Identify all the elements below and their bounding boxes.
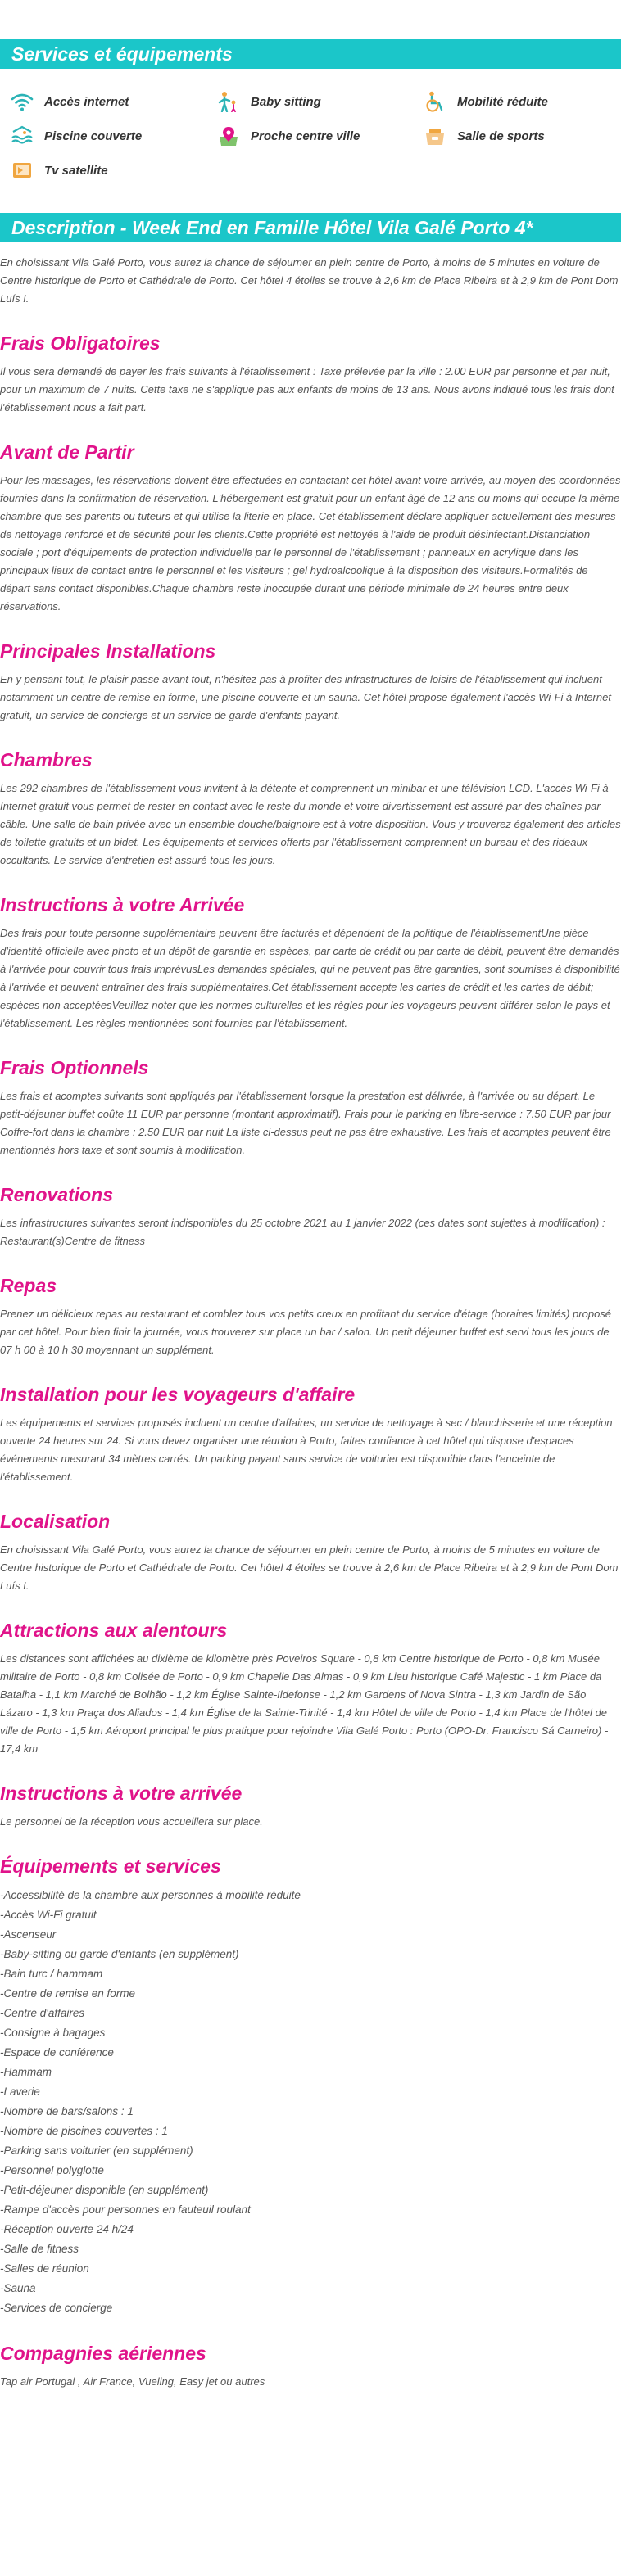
service-item-centre-ville <box>216 124 423 147</box>
section-text: Les 292 chambres de l'établissement vous invitent à la détente et comprennent un minibar et une télévision LCD. L'accès Wi-Fi à Internet gratuit vous permet de rester en contact avec le reste du monde et votre divertissement est assuré par des chaînes par câble. Une salle de bain privée avec un ensemble douche/baignoire est à votre disposition. Vous y trouverez également des articles de toilette gratuits et un bidet. Les équipements et services offerts par l'établissement comprennent un bureau et des rideaux occultants. Le service d'entretien est assuré tous les jours. <box>0 782 621 866</box>
section-voyageurs-affaire <box>0 1384 621 1486</box>
list-item: -Espace de conférence <box>0 2046 114 2059</box>
section-localisation <box>0 1511 621 1595</box>
equipment-list <box>0 1886 621 2318</box>
description-intro: En choisissant Vila Galé Porto, vous aurez la chance de séjourner en plein centre de Porto, à moins de 5 minutes en voiture de Centre historique de Porto et Cathédrale de Porto. Cet hôtel 4 étoiles se trouve à 2,6 km de Place Ribeira et à 2,9 km de Pont Dom Luís I. <box>0 256 619 305</box>
section-text: Les distances sont affichées au dixième de kilomètre près Poveiros Square - 0,8 km Centre historique de Porto - 0,8 km Musée militaire de Porto - 0,8 km Colisée de Porto - 0,9 km Chapelle Das Almas - 0,9 km Lieu historique Café Majestic - 1 km Place da Batalha - 1,1 km Marché de Bolhão - 1,2 km Église Sainte-Ildefonse - 1,2 km Gardens of Nova Sintra - 1,3 km Jardin de São Lázaro - 1,3 km Praça dos Aliados - 1,4 km Église de la Sainte-Trinité - 1,4 km Hôtel de ville de Porto - 1,4 km Place de l'hôtel de ville de Porto - 1,5 km Aéroport principal le plus pratique pour rejoindre Vila Galé Porto : Porto (OPO-Dr. Francisco Sá Carneiro) - 17,4 km <box>0 1652 609 1755</box>
section-title: Équipements et services <box>0 1855 221 1877</box>
section-title: Avant de Partir <box>0 441 134 463</box>
wifi-icon <box>10 91 34 112</box>
section-text: En choisissant Vila Galé Porto, vous aurez la chance de séjourner en plein centre de Porto, à moins de 5 minutes en voiture de Centre historique de Porto et Cathédrale de Porto. Cet hôtel 4 étoiles se trouve à 2,6 km de Place Ribeira et à 2,9 km de Pont Dom Luís I. <box>0 1543 619 1592</box>
wheelchair-icon <box>423 91 447 112</box>
services-banner: Services et équipements <box>0 39 621 69</box>
section-title: Chambres <box>0 749 93 771</box>
section-avant-de-partir <box>0 441 621 616</box>
section-text: Les frais et acomptes suivants sont appliqués par l'établissement lorsque la prestation est délivrée, à l'arrivée ou au départ. Le petit-déjeuner buffet coûte 11 EUR par personne (montant approximatif). Frais pour le parking en libre-service : 7.50 EUR par jour Coffre-fort dans la chambre : 2.50 EUR par nuit La liste ci-dessus peut ne pas être exhaustive. Les frais et acomptes peuvent être mentionnés hors taxe et sont soumis à modification. <box>0 1090 611 1156</box>
list-item: -Parking sans voiturier (en supplément) <box>0 2144 193 2157</box>
map-pin-icon <box>216 125 241 147</box>
section-title: Installation pour les voyageurs d'affaire <box>0 1384 356 1405</box>
section-text: Il vous sera demandé de payer les frais suivants à l'établissement : Taxe prélevée par la ville : 2.00 EUR par personne et par nuit, pour un maximum de 7 nuits. Cette taxe ne s'applique pas aux enfants de moins de 13 ans. Nous avons indiqué tous les frais dont l'établissement nous a fait part. <box>0 365 614 414</box>
service-label: Baby sitting <box>251 94 321 109</box>
service-item-sports <box>423 124 621 147</box>
list-item: -Centre de remise en forme <box>0 1987 136 2000</box>
list-item: -Réception ouverte 24 h/24 <box>0 2223 134 2235</box>
list-item: -Centre d'affaires <box>0 2007 85 2019</box>
section-text: Les infrastructures suivantes seront indisponibles du 25 octobre 2021 au 1 janvier 2022 (ces dates sont sujettes à modification) : Restaurant(s)Centre de fitness <box>0 1217 605 1247</box>
section-frais-obligatoires <box>0 332 621 417</box>
list-item: -Laverie <box>0 2086 40 2098</box>
service-item-mobilite <box>423 90 621 113</box>
section-title: Attractions aux alentours <box>0 1620 228 1641</box>
section-text: Des frais pour toute personne supplémentaire peuvent être facturés et dépendent de la politique de l'établissementUne pièce d'identité officielle avec photo et un dépôt de garantie en espèces, par carte de crédit ou par carte de débit, peuvent être demandés à l'arrivée pour couvrir tous frais imprévusLes demandes spéciales, qui ne peuvent pas être garanties, sont soumises à disponibilité à l'arrivée et peuvent entraîner des frais supplémentaires.Cet établissement accepte les cartes de crédit et les cartes de débit; espèces non acceptéesVeuillez noter que les normes culturelles et les règles pour les voyageurs peuvent différer selon le pays et l'établissement. Les règles mentionnées sont fournies par l'établissement. <box>0 927 620 1029</box>
service-label: Tv satellite <box>44 163 108 178</box>
section-title: Principales Installations <box>0 640 216 662</box>
section-title: Frais Optionnels <box>0 1057 149 1078</box>
section-attractions <box>0 1620 621 1758</box>
list-item: -Ascenseur <box>0 1928 57 1941</box>
baby-sitting-icon <box>216 91 241 112</box>
list-item: -Accès Wi-Fi gratuit <box>0 1909 97 1921</box>
services-grid <box>0 69 621 182</box>
section-title: Instructions à votre arrivée <box>0 1783 243 1804</box>
tv-icon <box>10 160 34 181</box>
list-item: -Rampe d'accès pour personnes en fauteuil roulant <box>0 2203 251 2216</box>
list-item: -Nombre de bars/salons : 1 <box>0 2105 134 2117</box>
section-text: Pour les massages, les réservations doivent être effectuées en contactant cet hôtel avant votre arrivée, au moyen des coordonnées fournies dans la confirmation de réservation. L'hébergement est gratuit pour un enfant âgé de 12 ans ou moins qui occupe la même chambre que ses parents ou tuteurs et qui utilise la literie en place. Cet établissement déclare appliquer actuellement des mesures de nettoyage renforcé et de sécurité pour les clients.Cette propriété est nettoyée à l'aide de produit désinfectant.Distanciation sociale ; port d'équipements de protection individuelle par le personnel de l'établissement ; panneaux en acrylique dans les principaux lieux de contact entre le personnel et les visiteurs ; gel hydroalcoolique à la disposition des visiteurs.Formalités de départ sans contact disponibles.Chaque chambre reste inoccupée durant une période minimale de 24 heures entre deux réservations. <box>0 474 621 612</box>
description-banner: Description - Week End en Famille Hôtel Vila Galé Porto 4* <box>0 213 621 242</box>
list-item: -Services de concierge <box>0 2302 113 2314</box>
list-item: -Bain turc / hammam <box>0 1968 103 1980</box>
list-item: -Nombre de piscines couvertes : 1 <box>0 2125 168 2137</box>
list-item: -Salles de réunion <box>0 2262 89 2275</box>
list-item: -Baby-sitting ou garde d'enfants (en supplément) <box>0 1948 239 1960</box>
service-item-internet <box>10 90 216 113</box>
section-compagnies <box>0 2343 621 2391</box>
service-label: Accès internet <box>44 94 129 109</box>
service-item-baby-sitting <box>216 90 423 113</box>
section-title: Repas <box>0 1275 57 1296</box>
section-equipements <box>0 1855 621 2318</box>
list-item: -Petit-déjeuner disponible (en supplément) <box>0 2184 209 2196</box>
section-text: Le personnel de la réception vous accueillera sur place. <box>0 1815 263 1828</box>
section-text: Les équipements et services proposés incluent un centre d'affaires, un service de nettoyage à sec / blanchisserie et une réception ouverte 24 heures sur 24. Si vous devez organiser une réunion à Porto, faites confiance à cet hôtel qui dispose d'espaces événements mesurant 34 mètres carrés. Un parking payant sans service de voiturier est disponible dans l'enceinte de l'établissement. <box>0 1417 613 1483</box>
list-item: -Salle de fitness <box>0 2243 79 2255</box>
service-label: Piscine couverte <box>44 129 143 143</box>
service-label: Proche centre ville <box>251 129 360 143</box>
service-label: Salle de sports <box>457 129 545 143</box>
section-title: Frais Obligatoires <box>0 332 161 354</box>
fitness-room-icon <box>423 125 447 147</box>
service-label: Mobilité réduite <box>457 94 548 109</box>
indoor-pool-icon <box>10 125 34 147</box>
section-title: Renovations <box>0 1184 114 1205</box>
service-item-tv <box>10 159 216 182</box>
section-repas <box>0 1275 621 1359</box>
section-text: Prenez un délicieux repas au restaurant et comblez tous vos petits creux en profitant du service d'étage (horaires limités) proposé par cet hôtel. Pour bien finir la journée, vous trouverez sur place un bar / salon. Un petit déjeuner buffet est servi tous les jours de 07 h 00 à 10 h 30 moyennant un supplément. <box>0 1308 612 1356</box>
section-instructions-arrivee-2 <box>0 1783 621 1831</box>
airlines-text: Tap air Portugal , Air France, Vueling, Easy jet ou autres <box>0 2375 265 2388</box>
list-item: -Sauna <box>0 2282 36 2294</box>
section-instructions-arrivee <box>0 894 621 1033</box>
section-text: En y pensant tout, le plaisir passe avant tout, n'hésitez pas à profiter des infrastructures de loisirs de l'établissement qui incluent notamment un centre de remise en forme, une piscine couverte et un sauna. Cet hôtel propose également l'accès Wi-Fi à Internet gratuit, un service de concierge et un service de garde d'enfants payant. <box>0 673 611 721</box>
list-item: -Accessibilité de la chambre aux personnes à mobilité réduite <box>0 1889 301 1901</box>
section-title: Localisation <box>0 1511 111 1532</box>
section-frais-optionnels <box>0 1057 621 1159</box>
section-title: Instructions à votre Arrivée <box>0 894 245 915</box>
section-title: Compagnies aériennes <box>0 2343 206 2364</box>
section-renovations <box>0 1184 621 1250</box>
list-item: -Consigne à bagages <box>0 2027 106 2039</box>
service-item-piscine <box>10 124 216 147</box>
list-item: -Hammam <box>0 2066 52 2078</box>
section-chambres <box>0 749 621 870</box>
list-item: -Personnel polyglotte <box>0 2164 104 2176</box>
section-principales-installations <box>0 640 621 725</box>
